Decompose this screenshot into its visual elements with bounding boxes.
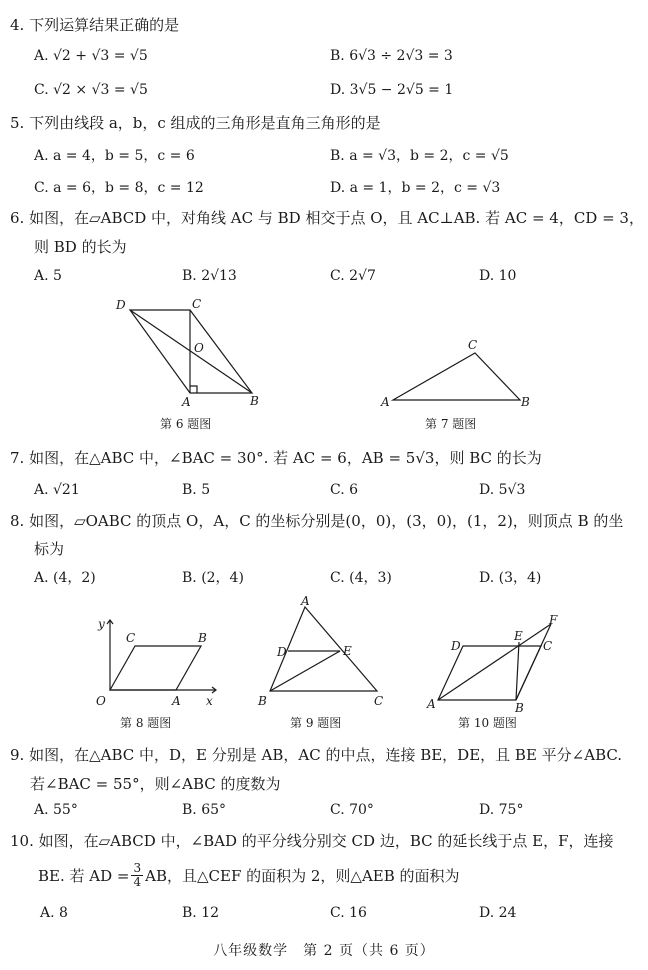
figure-8-coordinate-parallelogram (88, 612, 228, 712)
q7-option-c: C. 6 (330, 482, 359, 498)
q8-option-c: C. (4，3) (330, 570, 392, 586)
q5-option-d: D. a = 1，b = 2，c = √3 (330, 180, 501, 196)
figure-6-parallelogram (110, 295, 270, 410)
q10-fraction-denominator: 4 (133, 875, 142, 889)
q10-option-b: B. 12 (182, 905, 220, 921)
fig8-label-c: C (126, 631, 136, 645)
fig8-label-b: B (198, 631, 207, 645)
q9-stem-line1: 9. 如图，在△ABC 中，D，E 分别是 AB，AC 的中点，连接 BE，DE，且 BE 平分∠ABC. (10, 746, 623, 764)
q4-stem: 4. 下列运算结果正确的是 (10, 16, 180, 34)
q10-stem-post: AB，且△CEF 的面积为 2，则△AEB 的面积为 (145, 867, 460, 885)
q10-fraction (131, 862, 143, 889)
fig6-label-o: O (194, 341, 204, 355)
fig9-label-b: B (258, 694, 267, 708)
q5-option-b: B. a = √3，b = 2，c = √5 (330, 148, 509, 164)
page-footer: 八年级数学 第 2 页（共 6 页） (213, 943, 435, 959)
fig9-label-d: D (277, 645, 287, 659)
q5-option-a: A. a = 4，b = 5，c = 6 (34, 148, 195, 164)
q6-option-b: B. 2√13 (182, 268, 237, 284)
fig9-label-a: A (301, 594, 310, 608)
figure-7-triangle (375, 335, 545, 415)
fig10-label-b: B (515, 701, 524, 712)
fig8-label-o: O (96, 694, 106, 708)
q9-option-d: D. 75° (479, 802, 524, 818)
q7-stem: 7. 如图，在△ABC 中，∠BAC = 30°. 若 AC = 6，AB = 5√3，则 BC 的长为 (10, 449, 542, 467)
q8-option-b: B. (2，4) (182, 570, 244, 586)
fig10-label-d: D (451, 639, 461, 653)
fig8-caption: 第 8 题图 (120, 716, 172, 730)
fig8-label-x: x (206, 694, 213, 708)
q9-option-a: A. 55° (34, 802, 78, 818)
q9-option-b: B. 65° (182, 802, 227, 818)
q10-option-d: D. 24 (479, 905, 517, 921)
q8-stem-line2: 标为 (34, 540, 65, 558)
q10-option-c: C. 16 (330, 905, 367, 921)
fig7-label-c: C (468, 338, 478, 352)
fig6-label-a: A (182, 395, 191, 409)
fig10-label-a: A (427, 697, 436, 711)
q9-option-c: C. 70° (330, 802, 374, 818)
q10-fraction-numerator: 3 (133, 861, 142, 875)
q10-stem-line1: 10. 如图，在▱ABCD 中，∠BAD 的平分线分别交 CD 边，BC 的延长线于点 E，F，连接 (10, 832, 614, 850)
q10-option-a: A. 8 (40, 905, 68, 921)
fig9-label-c: C (374, 694, 384, 708)
q10-stem-line2 (38, 862, 460, 889)
q8-stem-line1: 8. 如图，▱OABC 的顶点 O，A，C 的坐标分别是(0，0)，(3，0)，(1，2)，则顶点 B 的坐 (10, 512, 624, 530)
fig7-label-a: A (381, 395, 390, 409)
fig6-caption: 第 6 题图 (160, 417, 212, 431)
q6-option-d: D. 10 (479, 268, 517, 284)
fig10-label-f: F (549, 613, 558, 627)
q10-stem-pre: BE. 若 AD = (38, 867, 130, 885)
fig6-label-c: C (192, 297, 202, 311)
q4-option-b: B. 6√3 ÷ 2√3 = 3 (330, 48, 453, 64)
q4-option-c: C. √2 × √3 = √5 (34, 82, 148, 98)
fig10-caption: 第 10 题图 (458, 716, 517, 730)
fig10-label-c: C (543, 639, 553, 653)
fig10-label-e: E (514, 629, 523, 643)
q8-option-a: A. (4，2) (34, 570, 96, 586)
fig6-label-d: D (116, 298, 126, 312)
fig6-label-b: B (250, 394, 259, 408)
fig8-label-y: y (98, 617, 105, 631)
fig8-label-a: A (172, 694, 181, 708)
q5-option-c: C. a = 6，b = 8，c = 12 (34, 180, 204, 196)
fig9-caption: 第 9 题图 (290, 716, 342, 730)
q9-stem-line2: 若∠BAC = 55°，则∠ABC 的度数为 (30, 775, 281, 793)
q7-option-a: A. √21 (34, 482, 80, 498)
q4-option-d: D. 3√5 − 2√5 = 1 (330, 82, 454, 98)
figure-10-parallelogram-bisector (423, 612, 573, 712)
q7-option-b: B. 5 (182, 482, 211, 498)
q6-option-a: A. 5 (34, 268, 62, 284)
q8-option-d: D. (3，4) (479, 570, 542, 586)
figure-9-triangle-midpoints (252, 593, 392, 713)
q7-option-d: D. 5√3 (479, 482, 526, 498)
q6-option-c: C. 2√7 (330, 268, 376, 284)
fig9-label-e: E (343, 644, 352, 658)
q6-stem-line1: 6. 如图，在▱ABCD 中，对角线 AC 与 BD 相交于点 O，且 AC⊥AB. 若 AC = 4，CD = 3， (10, 209, 644, 227)
fig7-caption: 第 7 题图 (425, 417, 477, 431)
q6-stem-line2: 则 BD 的长为 (34, 238, 127, 256)
fig7-label-b: B (521, 395, 530, 409)
q4-option-a: A. √2 + √3 = √5 (34, 48, 148, 64)
q5-stem: 5. 下列由线段 a，b，c 组成的三角形是直角三角形的是 (10, 114, 381, 132)
